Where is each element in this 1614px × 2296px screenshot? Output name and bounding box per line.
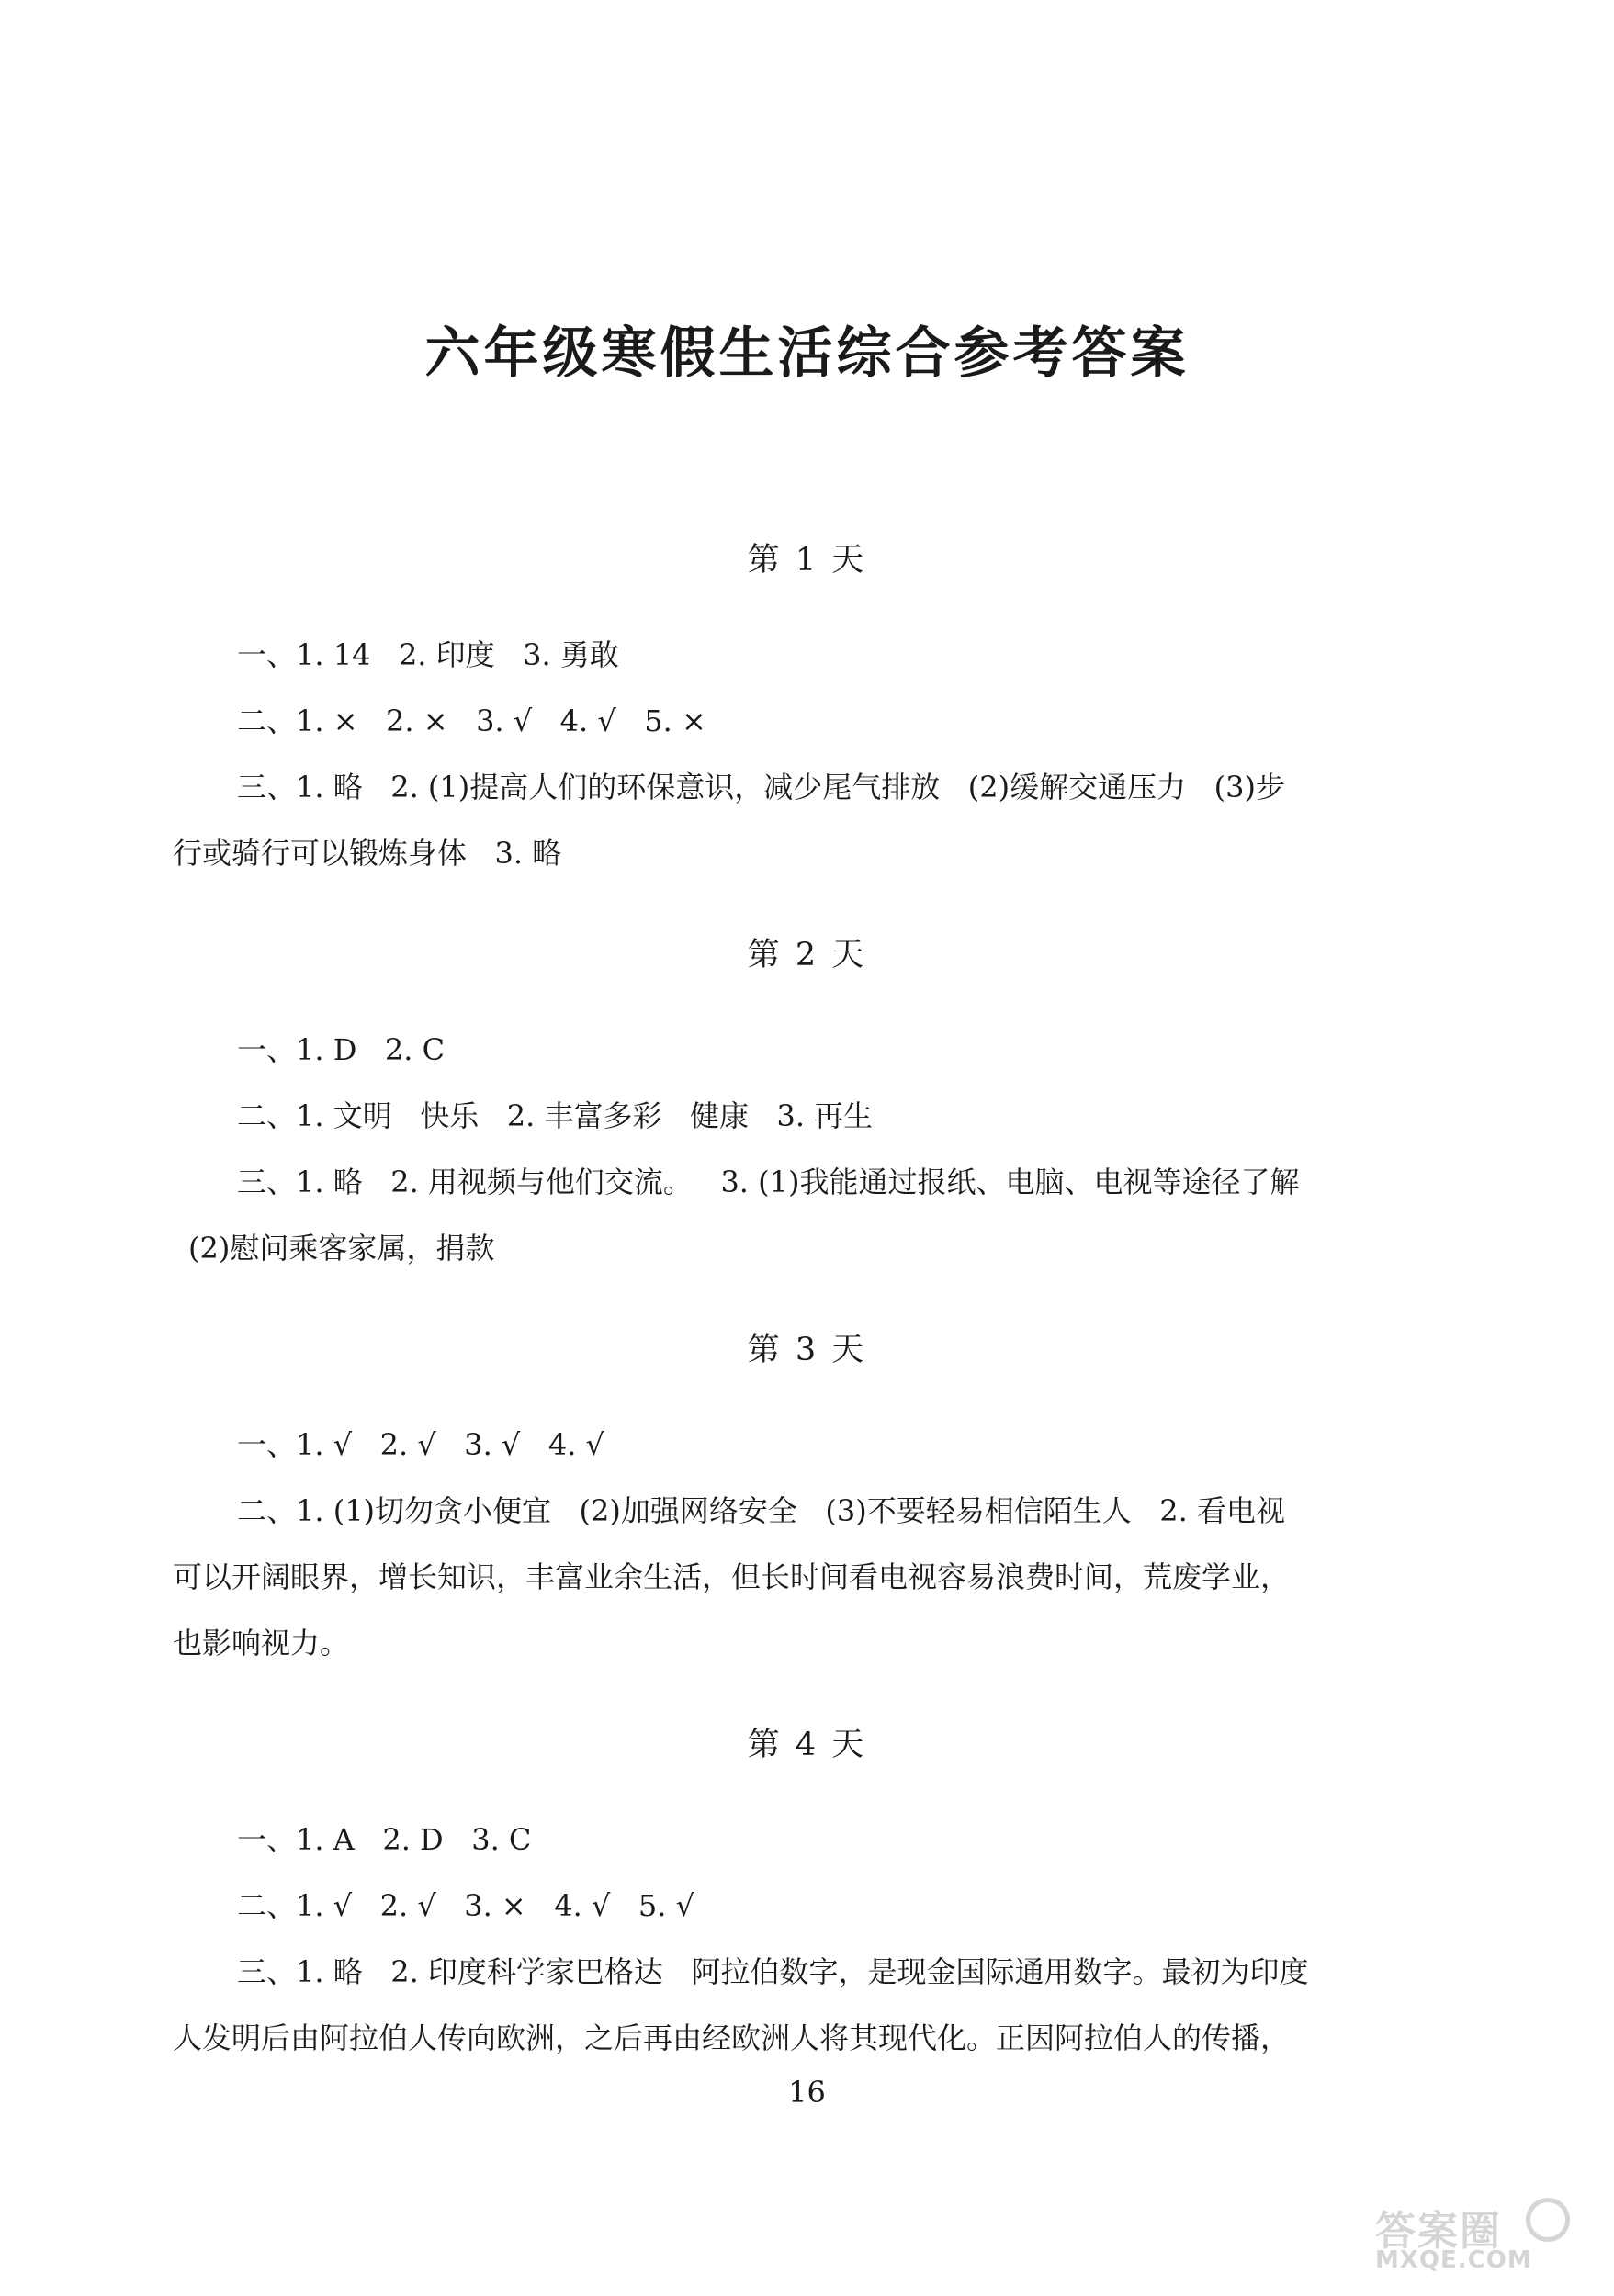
day-1-line-4: 行或骑行可以锻炼身体 3. 略 <box>173 836 562 871</box>
day-1-heading: 第 1 天 <box>747 542 867 579</box>
day-3-line-4: 也影响视力。 <box>173 1626 350 1660</box>
day-2-line-1: 一、1. D 2. C <box>237 1032 446 1067</box>
day-2-line-2: 二、1. 文明 快乐 2. 丰富多彩 健康 3. 再生 <box>237 1098 874 1133</box>
day-1-line-2: 二、1. × 2. × 3. √ 4. √ 5. × <box>237 703 706 738</box>
day-3-line-2: 二、1. (1)切勿贪小便宜 (2)加强网络安全 (3)不要轻易相信陌生人 2. 看电视 <box>237 1493 1285 1528</box>
watermark-circle-icon <box>1526 2198 1570 2242</box>
day-4-line-2: 二、1. √ 2. √ 3. × 4. √ 5. √ <box>237 1888 694 1923</box>
day-4-line-3: 三、1. 略 2. 印度科学家巴格达 阿拉伯数字，是现金国际通用数字。最初为印度 <box>237 1954 1309 1989</box>
day-3-line-3: 可以开阔眼界，增长知识，丰富业余生活，但长时间看电视容易浪费时间，荒废学业， <box>173 1559 1291 1594</box>
page-number: 16 <box>788 2075 826 2110</box>
day-3-line-1: 一、1. √ 2. √ 3. √ 4. √ <box>237 1427 604 1462</box>
page-title: 六年级寒假生活综合参考答案 <box>424 321 1190 386</box>
day-1-line-3: 三、1. 略 2. (1)提高人们的环保意识，减少尾气排放 (2)缓解交通压力 (3)步 <box>237 770 1285 805</box>
day-2-heading: 第 2 天 <box>747 937 867 974</box>
watermark-logo <box>1366 2192 1577 2279</box>
day-4-heading: 第 4 天 <box>747 1727 867 1763</box>
day-2-line-4: (2)慰问乘客家属，捐款 <box>188 1231 495 1266</box>
day-1-line-1: 一、1. 14 2. 印度 3. 勇敢 <box>237 637 619 672</box>
day-2-line-3: 三、1. 略 2. 用视频与他们交流。 3. (1)我能通过报纸、电脑、电视等途径了解 <box>237 1165 1300 1199</box>
watermark-url: MXQE.COM <box>1375 2246 1532 2274</box>
day-4-line-1: 一、1. A 2. D 3. C <box>237 1822 532 1857</box>
day-4-line-4: 人发明后由阿拉伯人传向欧洲，之后再由经欧洲人将其现代化。正因阿拉伯人的传播， <box>173 2020 1291 2055</box>
watermark-text: 答案圈 <box>1375 2208 1502 2255</box>
day-3-heading: 第 3 天 <box>747 1332 867 1368</box>
